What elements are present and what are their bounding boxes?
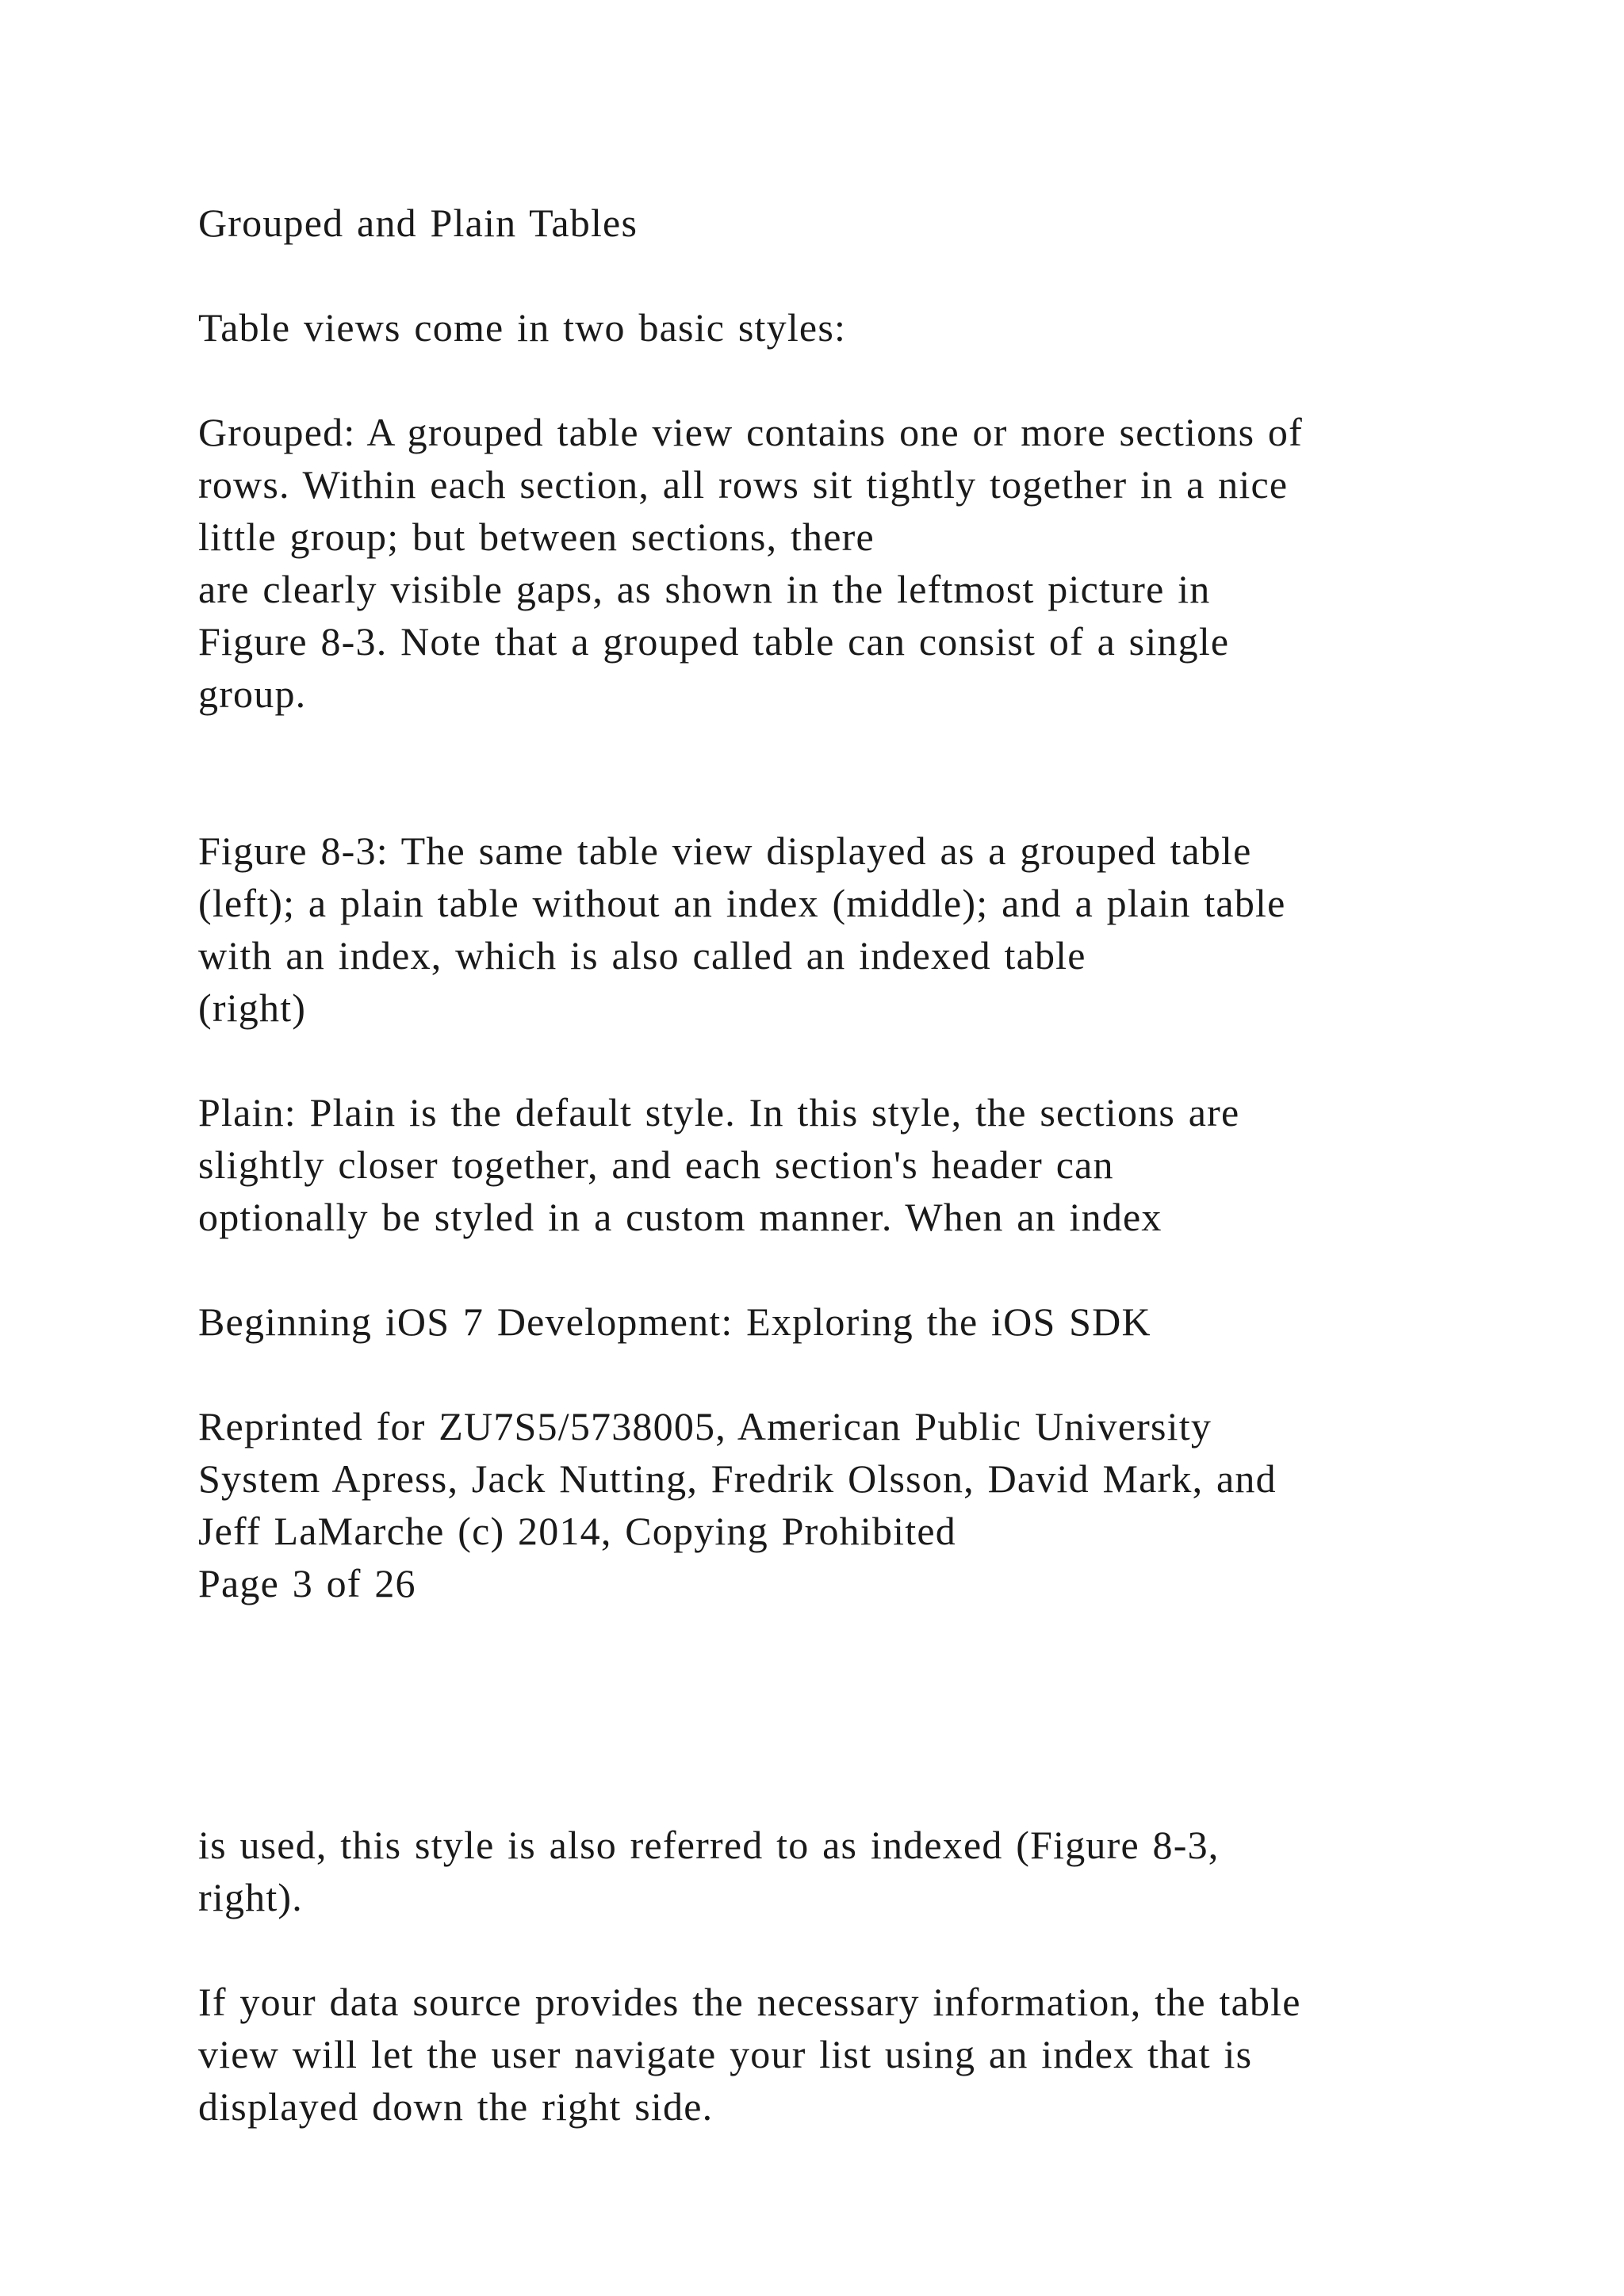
spacer <box>198 720 1467 825</box>
intro-paragraph: Table views come in two basic styles: <box>198 305 847 350</box>
figure-caption: Figure 8-3: The same table view displayed as a grouped table (left); a plain table without an index (middle); and a plain table with an index, which is also called an indexed table (right) <box>198 828 1286 1030</box>
index-paragraph: If your data source provides the necessary information, the table view will let the user navigate your list using an index that is displayed down the right side. <box>198 1980 1301 2129</box>
spacer <box>198 1034 1467 1086</box>
section-heading: Grouped and Plain Tables <box>198 201 638 245</box>
spacer <box>198 1923 1467 1976</box>
spacer <box>198 1609 1467 1819</box>
reprint-notice: Reprinted for ZU7S5/5738005, American Public University System Apress, Jack Nutting, Fredrik Olsson, David Mark, and Jeff LaMarche (c) 2014, Copying Prohibited <box>198 1404 1277 1553</box>
spacer <box>198 1348 1467 1400</box>
spacer <box>198 354 1467 406</box>
page-number: Page 3 of 26 <box>198 1561 416 1605</box>
spacer <box>198 1243 1467 1295</box>
document-page <box>198 197 1467 2133</box>
book-title-footer: Beginning iOS 7 Development: Exploring the iOS SDK <box>198 1299 1151 1344</box>
spacer <box>198 249 1467 301</box>
grouped-style-paragraph: Grouped: A grouped table view contains one or more sections of rows. Within each section, all rows sit tightly together in a nice little group; but between sections, there are clearly visible gaps, as shown in the leftmost picture in Figure 8-3. Note that a grouped table can consist of a single group. <box>198 410 1303 716</box>
continuation-paragraph: is used, this style is also referred to as indexed (Figure 8-3, right). <box>198 1823 1220 1919</box>
plain-style-paragraph: Plain: Plain is the default style. In this style, the sections are slightly closer together, and each section's header can optionally be styled in a custom manner. When an index <box>198 1090 1240 1239</box>
